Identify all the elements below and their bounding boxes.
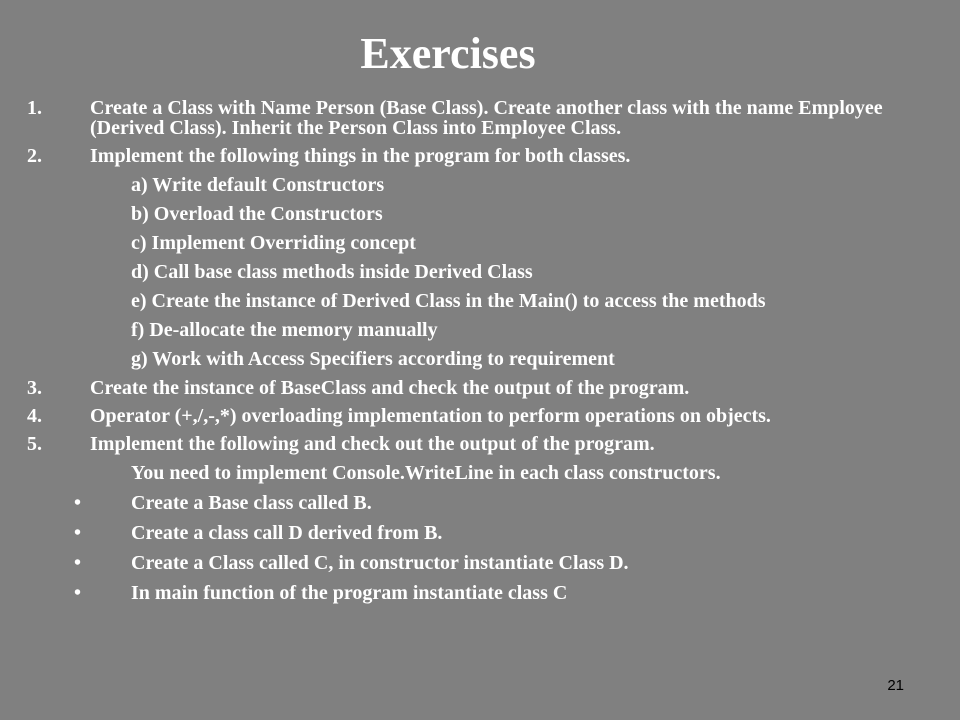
sub-item-text: f) De-allocate the memory manually (131, 319, 438, 341)
note-text-row (0, 463, 960, 483)
exercise-list (0, 98, 960, 603)
sub-item (0, 349, 960, 369)
sub-item (0, 320, 960, 340)
item-text: Implement the following and check out the output of the program. (90, 433, 655, 455)
bullet-item (0, 583, 960, 603)
bullet-item (0, 553, 960, 573)
item-text: Operator (+,/,-,*) overloading implementation to perform operations on objects. (90, 405, 771, 427)
sub-item (0, 291, 960, 311)
sub-item-text: g) Work with Access Specifiers according to requirement (131, 348, 615, 370)
note-text: You need to implement Console.WriteLine in each class constructors. (131, 462, 721, 484)
slide-title: Exercises (360, 29, 536, 78)
bullet-icon: • (74, 522, 82, 544)
item-number: 3. (27, 377, 42, 399)
sub-item (0, 204, 960, 224)
sub-item-text: b) Overload the Constructors (131, 203, 383, 225)
item-text: Create the instance of BaseClass and check the output of the program. (90, 377, 690, 399)
sub-item-text: d) Call base class methods inside Derived Class (131, 261, 533, 283)
list-item (0, 406, 960, 426)
sub-item (0, 233, 960, 253)
list-item (0, 146, 960, 166)
sub-item-text: c) Implement Overriding concept (131, 232, 416, 254)
item-number: 5. (27, 433, 42, 455)
item-number: 1. (27, 97, 42, 119)
item-text: Implement the following things in the program for both classes. (90, 145, 631, 167)
bullet-item (0, 523, 960, 543)
bullet-text: Create a class call D derived from B. (131, 522, 443, 544)
sub-item-text: a) Write default Constructors (131, 174, 385, 196)
list-item (0, 98, 960, 138)
bullet-text: Create a Class called C, in constructor instantiate Class D. (131, 552, 629, 574)
bullet-text: In main function of the program instantiate class C (131, 582, 568, 604)
bullet-icon: • (74, 552, 82, 574)
bullet-text: Create a Base class called B. (131, 492, 372, 514)
item-number: 4. (27, 405, 42, 427)
sub-item (0, 175, 960, 195)
sub-item (0, 262, 960, 282)
list-item (0, 434, 960, 454)
list-item (0, 378, 960, 398)
bullet-icon: • (74, 492, 82, 514)
sub-item-text: e) Create the instance of Derived Class in the Main() to access the methods (131, 290, 766, 312)
bullet-item (0, 493, 960, 513)
item-text: Create a Class with Name Person (Base Class). Create another class with the name Employee (Derived Class). Inherit the Person Class into Employee Class. (90, 97, 883, 139)
page-number: 21 (887, 677, 904, 694)
bullet-icon: • (74, 582, 82, 604)
item-number: 2. (27, 145, 42, 167)
